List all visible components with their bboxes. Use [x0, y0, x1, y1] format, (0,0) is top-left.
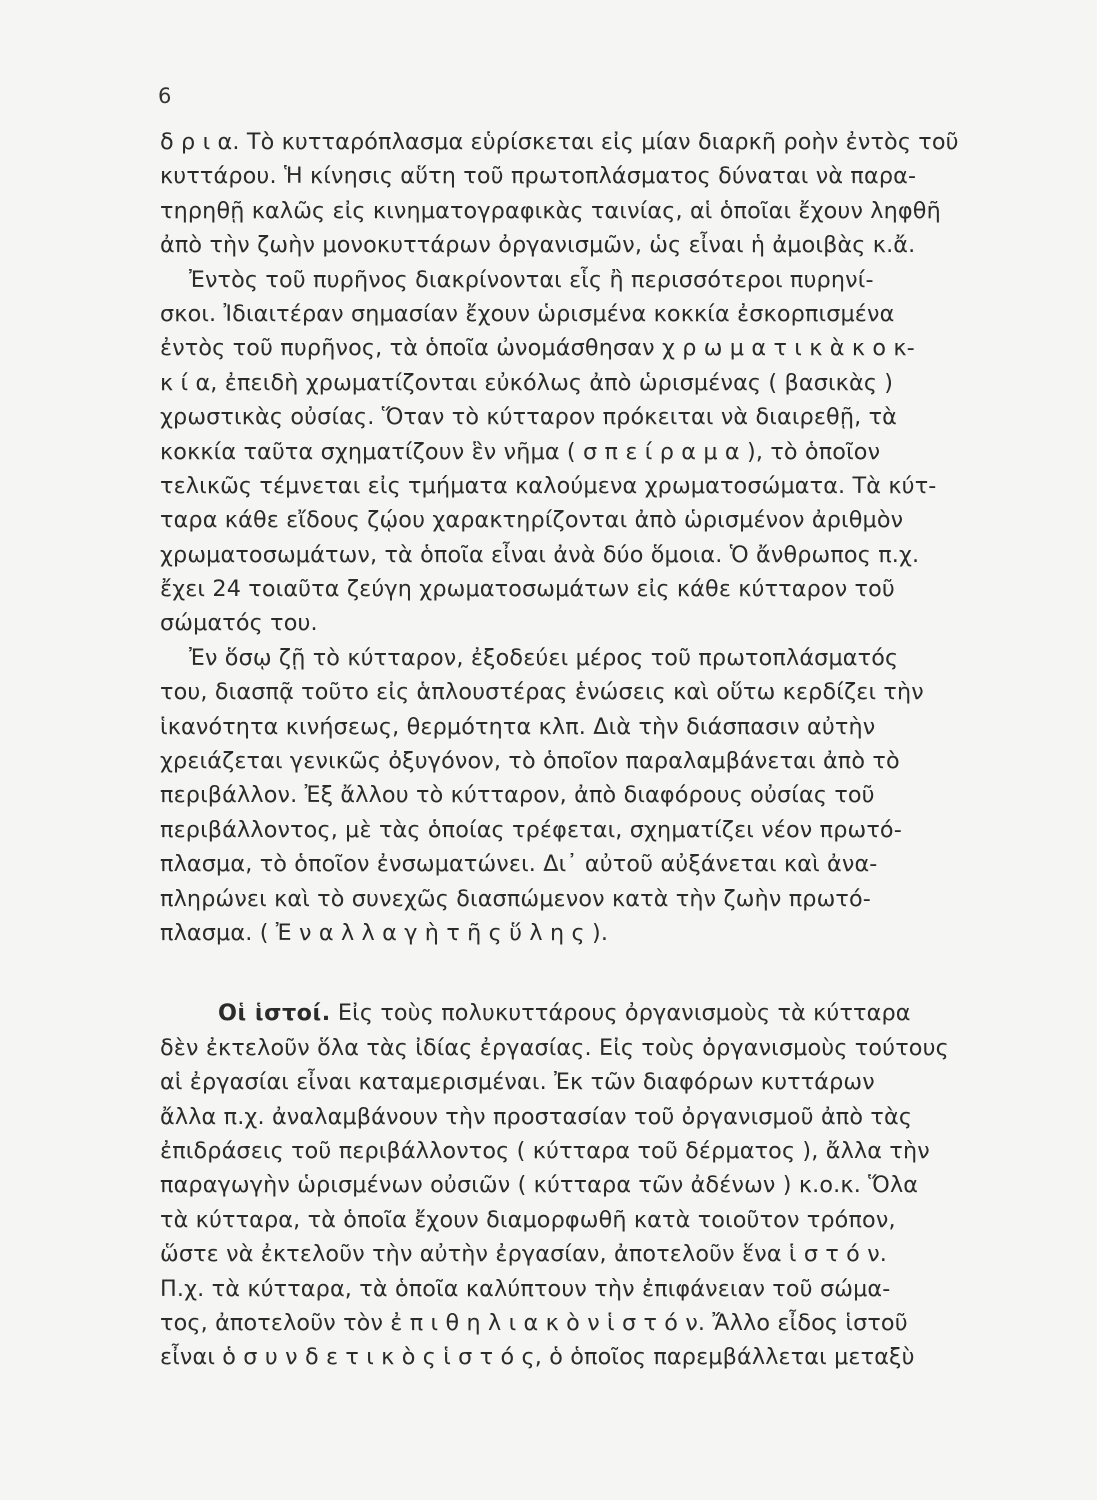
- text-line: ἱκανότητα κινήσεως, θερμότητα κλπ. Διὰ τὴν διάσπασιν αὐτὴν: [160, 713, 876, 740]
- text-line: κοκκία ταῦτα σχηματίζουν ἓν νῆμα ( σ π ε ί ρ α μ α ), τὸ ὁποῖον: [160, 438, 881, 465]
- text-line: σκοι. Ἰδιαιτέραν σημασίαν ἔχουν ὡρισμένα κοκκία ἐσκορπισμένα: [160, 300, 895, 327]
- text-line: χρωματοσωμάτων, τὰ ὁποῖα εἶναι ἀνὰ δύο ὅμοια. Ὁ ἄνθρωπος π.χ.: [160, 541, 920, 568]
- text-line: χρωστικὰς οὐσίας. Ὅταν τὸ κύτταρον πρόκειται νὰ διαιρεθῇ, τὰ: [160, 404, 898, 431]
- text-line: ἐντὸς τοῦ πυρῆνος, τὰ ὁποῖα ὠνομάσθησαν χ ρ ω μ α τ ι κ ὰ κ ο κ-: [160, 335, 915, 362]
- text-line: δὲν ἐκτελοῦν ὅλα τὰς ἰδίας ἐργασίας. Εἰς τοὺς ὀργανισμοὺς τούτους: [160, 1034, 949, 1061]
- paragraph-1: [160, 125, 1000, 263]
- text-line: ταρα κάθε εἴδους ζῴου χαρακτηρίζονται ἀπὸ ὡρισμένον ἀριθμὸν: [160, 507, 904, 534]
- text-line: Ἐν ὅσῳ ζῇ τὸ κύτταρον, ἐξοδεύει μέρος τοῦ πρωτοπλάσματός: [160, 644, 899, 671]
- text-line: ἀπὸ τὴν ζωὴν μονοκυττάρων ὀργανισμῶν, ὡς εἶναι ἡ ἀμοιβὰς κ.ἄ.: [160, 232, 916, 259]
- paragraph-2: [160, 263, 1000, 641]
- text-line: ἔχει 24 τοιαῦτα ζεύγη χρωματοσωμάτων εἰς κάθε κύτταρον τοῦ: [160, 576, 895, 603]
- text-line: ἄλλα π.χ. ἀναλαμβάνουν τὴν προστασίαν τοῦ ὀργανισμοῦ ἀπὸ τὰς: [160, 1103, 913, 1130]
- text-line: Π.χ. τὰ κύτταρα, τὰ ὁποῖα καλύπτουν τὴν ἐπιφάνειαν τοῦ σώμα-: [160, 1275, 891, 1302]
- text-line: πλασμα, τὸ ὁποῖον ἐνσωματώνει. Δι᾽ αὐτοῦ αὐξάνεται καὶ ἀνα-: [160, 851, 878, 878]
- text-line: περιβάλλοντος, μὲ τὰς ὁποίας τρέφεται, σχηματίζει νέον πρωτό-: [160, 816, 902, 843]
- section-tissues: [160, 996, 1000, 1374]
- section-heading: Οἱ ἱστοί.: [218, 1000, 331, 1027]
- text-line: αἱ ἐργασίαι εἶναι καταμερισμέναι. Ἐκ τῶν διαφόρων κυττάρων: [160, 1069, 875, 1096]
- text-line: κ ί α, ἐπειδὴ χρωματίζονται εὐκόλως ἀπὸ ὡρισμένας ( βασικὰς ): [160, 369, 894, 396]
- text-line: τηρηθῇ καλῶς εἰς κινηματογραφικὰς ταινίας, αἱ ὁποῖαι ἔχουν ληφθῆ: [160, 197, 941, 224]
- text-line: τὰ κύτταρα, τὰ ὁποῖα ἔχουν διαμορφωθῆ κατὰ τοιοῦτον τρόπον,: [160, 1206, 896, 1233]
- text-line: πλασμα. ( Ἐ ν α λ λ α γ ὴ τ ῆ ς ὕ λ η ς ).: [160, 919, 609, 946]
- body-text: [160, 125, 1000, 1375]
- text-line: ὥστε νὰ ἐκτελοῦν τὴν αὐτὴν ἐργασίαν, ἀποτελοῦν ἕνα ἱ σ τ ό ν.: [160, 1241, 888, 1268]
- text-line: τελικῶς τέμνεται εἰς τμήματα καλούμενα χρωματοσώματα. Τὰ κύτ-: [160, 472, 937, 499]
- text-line: πληρώνει καὶ τὸ συνεχῶς διασπώμενον κατὰ τὴν ζωὴν πρωτό-: [160, 885, 871, 912]
- text-line: τος, ἀποτελοῦν τὸν ἐ π ι θ η λ ι α κ ὸ ν ἱ σ τ ό ν. Ἄλλο εἶδος ἱστοῦ: [160, 1309, 908, 1336]
- text-line: κυττάρου. Ἡ κίνησις αὕτη τοῦ πρωτοπλάσματος δύναται νὰ παρα-: [160, 163, 917, 190]
- text-line: χρειάζεται γενικῶς ὀξυγόνον, τὸ ὁποῖον παραλαμβάνεται ἀπὸ τὸ: [160, 748, 900, 775]
- text-line: του, διασπᾷ τοῦτο εἰς ἁπλουστέρας ἑνώσεις καὶ οὕτω κερδίζει τὴν: [160, 679, 924, 706]
- text-line: Ἐντὸς τοῦ πυρῆνος διακρίνονται εἷς ἢ περισσότεροι πυρηνί-: [160, 266, 874, 293]
- section-first-line-text: Εἰς τοὺς πολυκυττάρους ὀργανισμοὺς τὰ κύτταρα: [330, 1000, 911, 1027]
- section-first-line: [160, 996, 1000, 1030]
- paragraph-3: [160, 641, 1000, 951]
- text-line: σώματός του.: [160, 610, 318, 637]
- text-line: περιβάλλον. Ἐξ ἄλλου τὸ κύτταρον, ἀπὸ διαφόρους οὐσίας τοῦ: [160, 782, 875, 809]
- text-line: εἶναι ὁ σ υ ν δ ε τ ι κ ὸ ς ἱ σ τ ό ς, ὁ ὁποῖος παρεμβάλλεται μεταξὺ: [160, 1344, 915, 1371]
- text-line: ἐπιδράσεις τοῦ περιβάλλοντος ( κύτταρα τοῦ δέρματος ), ἄλλα τὴν: [160, 1137, 930, 1164]
- page-number: 6: [158, 84, 172, 108]
- text-line: παραγωγὴν ὡρισμένων οὐσιῶν ( κύτταρα τῶν ἀδένων ) κ.ο.κ. Ὅλα: [160, 1172, 919, 1199]
- text-line: δ ρ ι α. Τὸ κυτταρόπλασμα εὑρίσκεται εἰς μίαν διαρκῆ ροὴν ἐντὸς τοῦ: [160, 129, 959, 155]
- section-gap: [160, 950, 1000, 996]
